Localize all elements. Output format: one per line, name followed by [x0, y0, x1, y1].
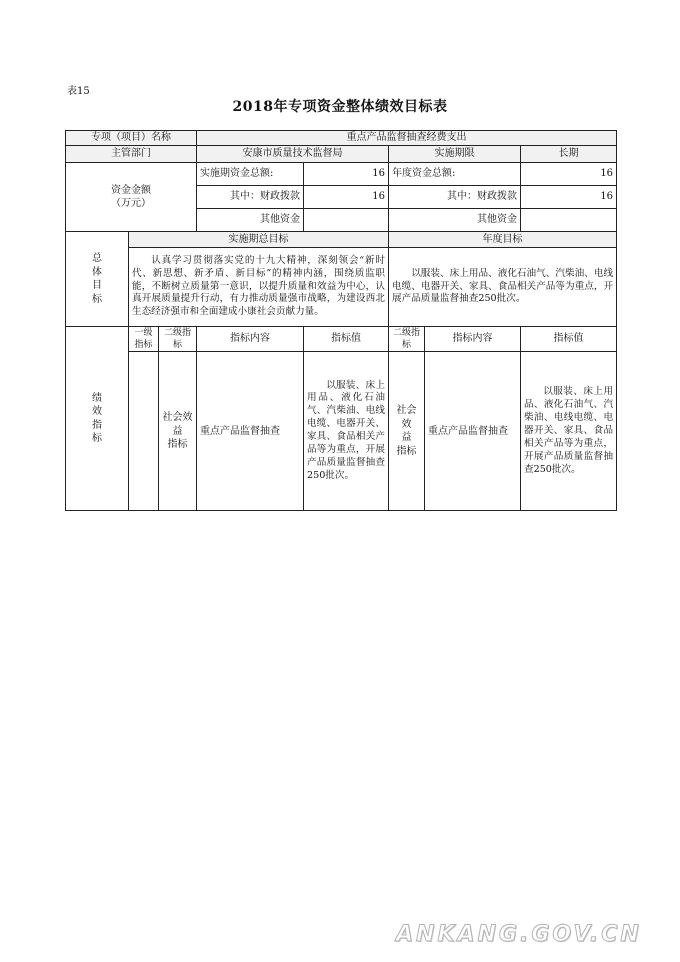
goals-header-row: [66, 232, 617, 248]
dept-row: [66, 146, 617, 163]
funds-annual-label: 年度资金总额:: [389, 163, 521, 186]
perf-data-row: [66, 352, 617, 511]
project-label: 专项（项目）名称: [66, 131, 197, 146]
funds-fiscal-value-annual: 16: [521, 186, 617, 209]
table-number: 表15: [67, 86, 90, 97]
page-title: 2018年专项资金整体绩效目标表: [232, 99, 448, 115]
funds-other-label: 其他资金: [197, 209, 304, 232]
perf-level2-header-b: 二级指 标: [389, 327, 425, 352]
funds-total-label: 实施期资金总额:: [197, 163, 304, 186]
funds-other-label-annual: 其他资金: [389, 209, 521, 232]
funds-fiscal-label: 其中：财政拨款: [197, 186, 304, 209]
perf-level2-header: 二级指 标: [159, 327, 197, 352]
perf-value-header: 指标值: [304, 327, 389, 352]
dept-label: 主管部门: [66, 146, 197, 163]
site-watermark: ANKANG.GOV.CN: [396, 922, 642, 947]
goals-content-row: [66, 248, 617, 327]
funds-label: 资金金额 （万元）: [66, 163, 197, 232]
perf-header-row: [66, 327, 617, 352]
perf-level1-header: 一级 指标: [129, 327, 159, 352]
funds-other-value-annual: [521, 209, 617, 232]
funds-row-1: [66, 163, 617, 186]
perf-content-header-b: 指标内容: [425, 327, 521, 352]
funds-other-value: [304, 209, 389, 232]
perf-value-cell-b: 以服装、床上用品、液化石油气、汽柴油、电线电缆、电器开关、家具、食品相关产品等为重点，开展产品质量监督抽查250批次。: [521, 352, 617, 511]
perf-content-cell: 重点产品监督抽查: [197, 352, 304, 511]
period-value: 长期: [521, 146, 617, 163]
perf-value-cell: 以服装、床上用品、液化石油气、汽柴油、电线电缆、电器开关、家具、食品相关产品等为重点，开展产品质量监督抽查250批次。: [304, 352, 389, 511]
perf-content-header: 指标内容: [197, 327, 304, 352]
goals-period-header: 实施期总目标: [129, 232, 389, 248]
goals-label: 总 体 目 标: [66, 232, 129, 327]
project-row: [66, 131, 617, 146]
period-label: 实施期限: [389, 146, 521, 163]
perf-content-cell-b: 重点产品监督抽查: [425, 352, 521, 511]
funds-annual-value: 16: [521, 163, 617, 186]
goals-annual-header: 年度目标: [389, 232, 617, 248]
performance-target-table: [65, 130, 617, 511]
funds-fiscal-label-annual: 其中：财政拨款: [389, 186, 521, 209]
goals-annual-text: 以服装、床上用品、液化石油气、汽柴油、电线电缆、电器开关、家具、食品相关产品等为重点，开展产品质量监督抽查250批次。: [389, 248, 617, 327]
perf-level2-cell: 社会效 益 指标: [159, 352, 197, 511]
project-value: 重点产品监督抽查经费支出: [197, 131, 617, 146]
funds-total-value: 16: [304, 163, 389, 186]
goals-period-text: 认真学习贯彻落实党的十九大精神，深刻领会“新时代、新思想、新矛盾、新目标”的精神内涵，围绕质监职能，不断树立质量第一意识，以提升质量和效益为中心，认真开展质量提升行动，有力推动质量强市战略，为建设西北生态经济强市和全面建成小康社会贡献力量。: [129, 248, 389, 327]
perf-label: 绩 效 指 标: [66, 327, 129, 511]
perf-level1-cell: [129, 352, 159, 511]
perf-level2-cell-b: 社会效 益 指标: [389, 352, 425, 511]
dept-value: 安康市质量技术监督局: [197, 146, 389, 163]
funds-fiscal-value: 16: [304, 186, 389, 209]
perf-value-header-b: 指标值: [521, 327, 617, 352]
